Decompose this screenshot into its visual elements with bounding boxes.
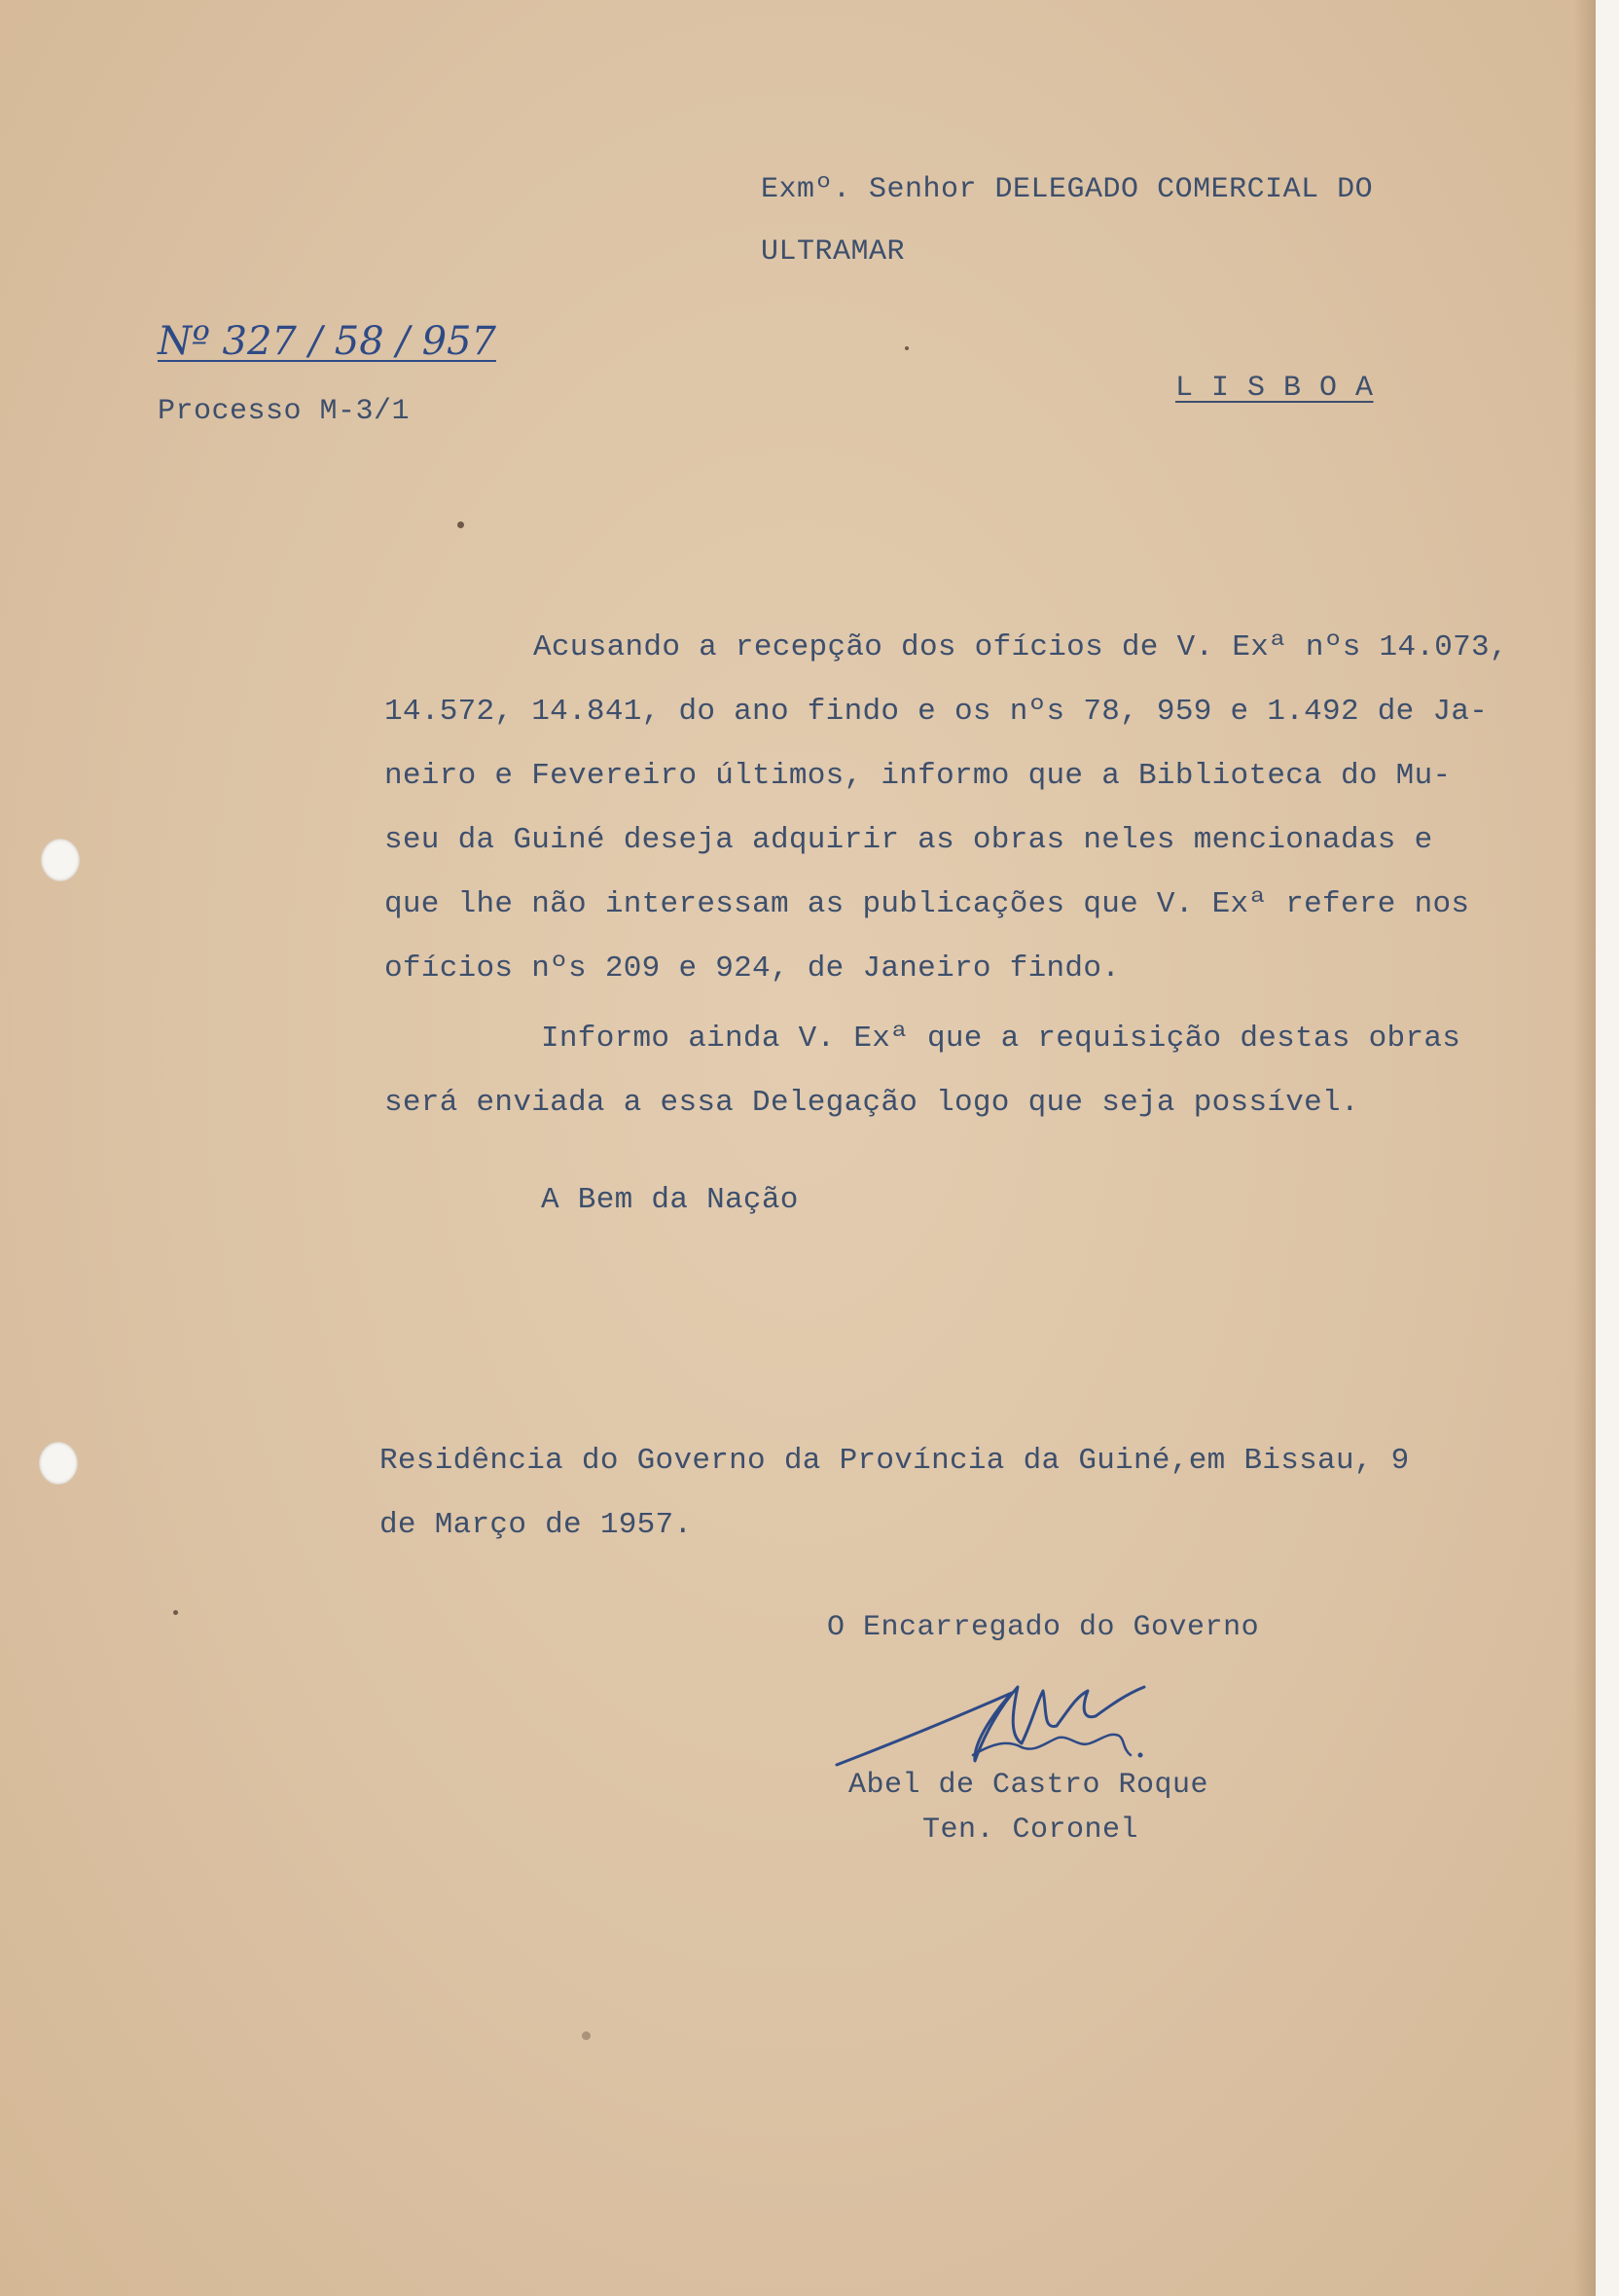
scan-margin bbox=[1596, 0, 1619, 2296]
paper-edge-shadow bbox=[1574, 0, 1596, 2296]
body-line-2: 14.572, 14.841, do ano findo e os nºs 78, 959 e 1.492 de Ja- bbox=[384, 695, 1489, 729]
place-date-line-1: Residência do Governo da Província da Guiné,em Bissau, 9 bbox=[379, 1444, 1410, 1478]
signatory-role: O Encarregado do Governo bbox=[827, 1611, 1260, 1644]
body-line-7: Informo ainda V. Exª que a requisição destas obras bbox=[541, 1022, 1461, 1056]
ink-speck bbox=[173, 1610, 178, 1615]
handwritten-signature bbox=[827, 1646, 1177, 1782]
place-date-line-2: de Março de 1957. bbox=[379, 1508, 693, 1542]
body-line-5: que lhe não interessam as publicações que V. Exª refere nos bbox=[384, 887, 1470, 921]
ink-speck bbox=[457, 521, 464, 528]
body-line-3: neiro e Fevereiro últimos, informo que a Biblioteca do Mu- bbox=[384, 759, 1452, 793]
signatory-rank: Ten. Coronel bbox=[922, 1813, 1139, 1847]
body-line-6: ofícios nºs 209 e 924, de Janeiro findo. bbox=[384, 951, 1121, 986]
reference-number: Nº 327 / 58 / 957 bbox=[158, 319, 496, 364]
city-lisboa: L I S B O A bbox=[1175, 372, 1374, 405]
ink-speck bbox=[582, 2031, 591, 2040]
punch-hole-top bbox=[41, 839, 80, 881]
punch-hole-bottom bbox=[39, 1442, 78, 1485]
body-line-4: seu da Guiné deseja adquirir as obras neles mencionadas e bbox=[384, 823, 1433, 857]
addressee-line-1: Exmº. Senhor DELEGADO COMERCIAL DO bbox=[761, 173, 1374, 206]
body-line-1: Acusando a recepção dos ofícios de V. Exª nºs 14.073, bbox=[533, 630, 1508, 664]
process-reference: Processo M-3/1 bbox=[158, 395, 411, 428]
signatory-name: Abel de Castro Roque bbox=[848, 1769, 1209, 1802]
body-line-8: será enviada a essa Delegação logo que seja possível. bbox=[384, 1086, 1359, 1120]
ink-speck bbox=[905, 346, 909, 350]
closing-salutation: A Bem da Nação bbox=[541, 1183, 799, 1217]
addressee-line-2: ULTRAMAR bbox=[761, 235, 906, 269]
